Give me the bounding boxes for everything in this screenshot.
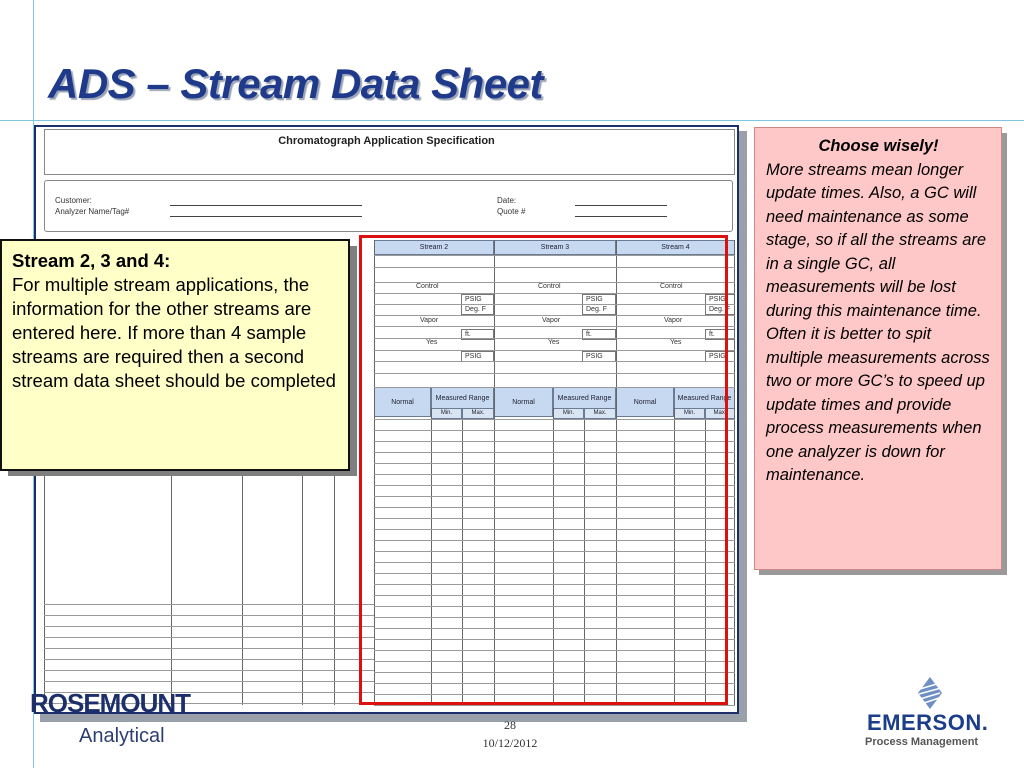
customer-label: Customer: [55,196,92,205]
stream-4-max: Max. [705,408,735,419]
quote-line [575,216,667,217]
stream-3-psig: PSIG [582,294,616,305]
table-row-line [44,604,374,605]
grid-column-line [302,465,303,705]
stream-2-normal: Normal [374,387,431,417]
analyzer-label: Analyzer Name/Tag# [55,207,130,216]
emerson-logo [862,676,1002,756]
grid-column-line [44,465,45,705]
stream-3-ft: ft. [582,329,616,340]
analytical-wordmark: Analytical [79,725,165,747]
table-row-line [44,637,374,638]
stream-4-phase: Vapor [664,317,683,324]
table-row-line [44,626,374,627]
guide-line-horizontal [0,120,1024,121]
stream-3-measured: Measured Range [553,387,616,409]
stream-4-header: Stream 4 [616,240,735,255]
stream-3-normal: Normal [494,387,553,417]
sheet-title: Chromatograph Application Specification [278,135,495,147]
slide-date: 10/12/2012 [482,736,538,750]
stream-4-degf: Deg. F [705,304,735,315]
rosemount-wordmark: ROSEMOUNT [30,688,190,718]
callout-body: For multiple stream applications, the information for the other streams are entered here. If more than 4 sample streams are required then a second stream data sheet should be completed [12,274,336,391]
customer-line [170,205,362,206]
analyzer-line [170,216,362,217]
stream-3-yes: Yes [548,339,560,346]
stream-highlight-box [359,235,728,705]
stream-2-min: Min. [431,408,462,419]
stream-3-max: Max. [584,408,616,419]
stream-3-degf: Deg. F [582,304,616,315]
grid-column-line [334,465,335,705]
stream-4-normal: Normal [616,387,674,417]
process-management-wordmark: Process Management [865,736,979,748]
grid-column-line [734,240,735,706]
emerson-wordmark: EMERSON. [867,710,989,735]
quote-label: Quote # [497,207,526,216]
table-row-line [44,670,374,671]
table-row-line [44,681,374,682]
stream-3-header: Stream 3 [494,240,616,255]
grid-column-line [171,465,172,705]
stream-2-ft: ft. [461,329,494,340]
stream-2-max: Max. [462,408,494,419]
grid-column-line [242,465,243,705]
stream-3-psig-2: PSIG [582,351,616,362]
rosemount-logo [30,688,190,755]
stream-3-phase: Vapor [542,317,561,324]
stream-callout [0,239,350,471]
stream-4-control: Control [660,283,683,290]
stream-2-psig: PSIG [461,294,494,305]
stream-3-min: Min. [553,408,584,419]
stream-4-psig-2: PSIG [705,351,735,362]
stream-4-yes: Yes [670,339,682,346]
table-row-line [374,705,735,706]
stream-4-min: Min. [674,408,705,419]
stream-2-measured: Measured Range [431,387,494,409]
customer-box [44,180,733,232]
stream-3-control: Control [538,283,561,290]
table-row-line [44,615,374,616]
choose-wisely-note [754,127,1002,570]
stream-2-yes: Yes [426,339,438,346]
table-row-line [44,648,374,649]
stream-4-psig: PSIG [705,294,735,305]
table-row-line [44,659,374,660]
stream-2-phase: Vapor [420,317,439,324]
note-body: More streams mean longer update times. Also, a GC will need maintenance as some stage, so if all the streams are in a single GC, all measurements will be lost during this maintenance time. Often it is better to spit multiple measurements across two or more GC’s to speed up update times and provide process measurements when one analyzer is down for maintenance. [766,160,990,484]
date-label: Date: [497,196,517,205]
stream-2-header: Stream 2 [374,240,494,255]
note-heading: Choose wisely! [818,137,939,155]
stream-2-psig-2: PSIG [461,351,494,362]
stream-4-ft: ft. [705,329,735,340]
page-number: 28 [504,718,516,732]
stream-4-measured: Measured Range [674,387,735,409]
date-line [575,205,667,206]
stream-2-control: Control [416,283,439,290]
slide-title: ADS – Stream Data Sheet [48,60,544,107]
stream-2-degf: Deg. F [461,304,494,315]
emerson-diamond-icon [862,676,1002,710]
callout-heading: Stream 2, 3 and 4: [12,250,171,271]
